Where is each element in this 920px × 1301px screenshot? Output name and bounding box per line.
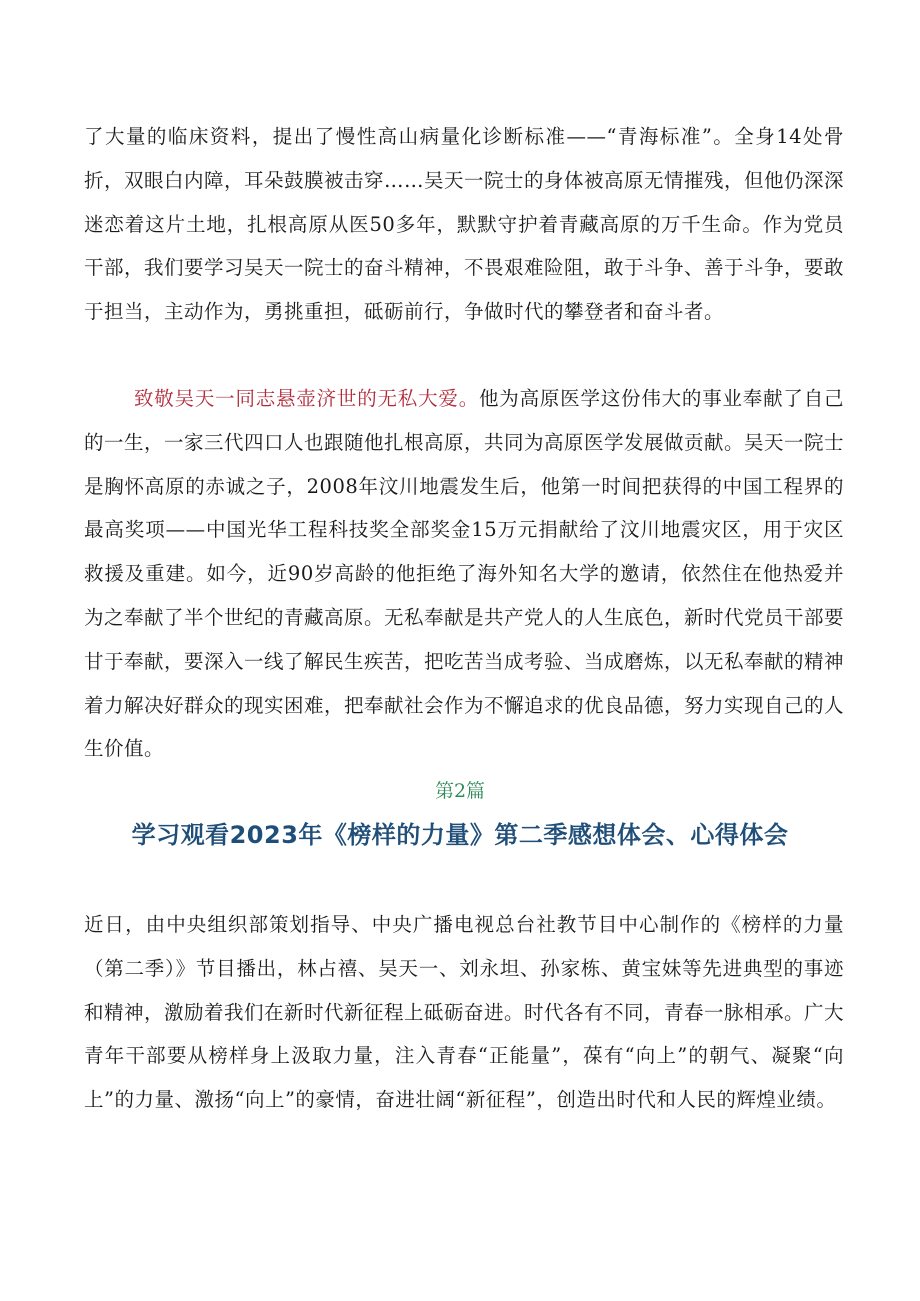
- body-paragraph-3: 近日，由中央组织部策划指导、中央广播电视总台社教节目中心制作的《榜样的力量（第二季）》节目播出，林占禧、吴天一、刘永坦、孙家栋、黄宝妹等先进典型的事迹和精神，激励着我们在新时代新征程上砥砺奋进。时代各有不同，青春一脉相承。广大青年干部要从榜样身上汲取力量，注入青春“正能量”，葆有“向上”的朝气、凝聚“向上”的力量、激扬“向上”的豪情，奋进壮阔“新征程”，创造出时代和人民的辉煌业绩。: [84, 913, 845, 1112]
- body-paragraph-2: [84, 377, 844, 771]
- article-title: 学习观看2023年《榜样的力量》第二季感想体会、心得体会: [131, 821, 789, 849]
- body-paragraph-1: 了大量的临床资料，提出了慢性高山病量化诊断标准——“青海标准”。全身14处骨折，双眼白内障，耳朵鼓膜被击穿……吴天一院士的身体被高原无情摧残，但他仍深深迷恋着这片土地，扎根高原从医50多年，默默守护着青藏高原的万千生命。作为党员干部，我们要学习吴天一院士的奋斗精神，不畏艰难险阻，敢于斗争、善于斗争，要敢于担当，主动作为，勇挑重担，砥砺前行，争做时代的攀登者和奋斗者。: [84, 125, 845, 324]
- paragraph-lead-sentence: 致敬吴天一同志悬壶济世的无私大爱。: [134, 387, 479, 410]
- paragraph-body-text: 他为高原医学这份伟大的事业奉献了自己的一生，一家三代四口人也跟随他扎根高原，共同为高原医学发展做贡献。吴天一院士是胸怀高原的赤诚之子，2008年汶川地震发生后，他第一时间把获得的中国工程界的最高奖项——中国光华工程科技奖全部奖金15万元捐献给了汶川地震灾区，用于灾区救援及重建。如今，近90岁高龄的他拒绝了海外知名大学的邀请，依然住在他热爱并为之奉献了半个世纪的青藏高原。无私奉献是共产党人的人生底色，新时代党员干部要甘于奉献，要深入一线了解民生疾苦，把吃苦当成考验、当成磨炼，以无私奉献的精神着力解决好群众的现实困难，把奉献社会作为不懈追求的优良品德，努力实现自己的人生价值。: [84, 387, 845, 761]
- section-label: 第2篇: [434, 780, 486, 802]
